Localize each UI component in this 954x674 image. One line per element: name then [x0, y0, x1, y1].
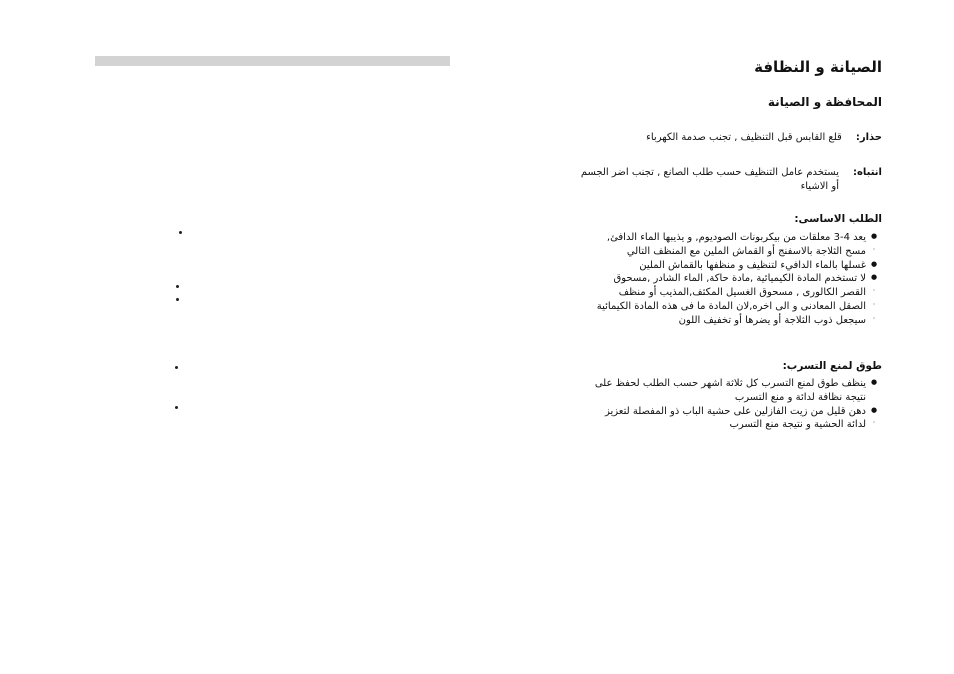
page-subtitle: المحافظة و الصيانة [767, 95, 882, 109]
list-item: ● غسلها بالماء الدافيء لتنظيف و منظفها بالقماش الملين [597, 259, 882, 273]
bullet-icon [866, 405, 882, 419]
caution-label: انتباه: [852, 167, 882, 178]
leak-heading: طوق لمنع التسرب: [782, 360, 882, 372]
stray-dot [175, 366, 178, 369]
bullet-icon [866, 286, 882, 300]
caution-block [581, 166, 882, 194]
caution-text: يستخدم عامل التنظيف حسب طلب الصانع , تجنب اضر الجسم [580, 167, 839, 178]
list-item: ' القصر الكالورى , مسحوق الغسيل المكثف,المذيب أو منظف [597, 286, 882, 300]
bullet-icon [866, 272, 882, 286]
bullet-icon [866, 300, 882, 314]
list-item: ' سيجعل ذوب الثلاجة أو يضرها أو تخفيف اللون [597, 314, 882, 328]
bullet-icon [866, 314, 882, 328]
page-title: الصيانة و النظافة [754, 58, 882, 76]
warning-text: قلع القابس قبل التنظيف , تجنب صدمة الكهرباء [646, 132, 842, 143]
stray-dot [175, 406, 178, 409]
list-item: نتيجة نظافة لدائة و منع التسرب [595, 391, 882, 405]
left-page-header-bar [95, 56, 450, 66]
bullet-icon [866, 231, 882, 245]
list-item: ' لدائة الحشية و نتيجة منع التسرب [595, 418, 882, 432]
list-item: ● ينظف طوق لمنع التسرب كل ثلاثة اشهر حسب الطلب لحفظ على [595, 377, 882, 391]
bullet-icon [866, 391, 882, 405]
leak-list [595, 377, 882, 432]
stray-dot [176, 285, 179, 288]
stray-dot [179, 231, 182, 234]
bullet-icon [866, 259, 882, 273]
caution-text: أو الاشياء [800, 181, 839, 192]
stray-dot [176, 298, 179, 301]
basic-heading: الطلب الاساسى: [794, 213, 882, 225]
bullet-icon [866, 245, 882, 259]
warning-label: حذار: [855, 132, 882, 143]
list-item: ● لا تستخدم المادة الكيميائية ,مادة حاكة, الماء الشادر ,مسحوق [597, 272, 882, 286]
list-item: ' مسح الثلاجة بالاسفنج أو القماش الملين مع المنظف التالي [597, 245, 882, 259]
list-item: ' الصقل المعادنى و الى اخره,لان المادة ما فى هذه المادة الكيمائية [597, 300, 882, 314]
warning-block [646, 131, 882, 145]
basic-list [597, 231, 882, 328]
list-item: ● يعد 4-3 معلقات من بيكربونات الصوديوم, و يذيبها الماء الدافئ, [597, 231, 882, 245]
bullet-icon [866, 377, 882, 391]
list-item: ● دهن قليل من زيت الفازلين على حشية الباب ذو المفصلة لتعزيز [595, 405, 882, 419]
bullet-icon [866, 418, 882, 432]
